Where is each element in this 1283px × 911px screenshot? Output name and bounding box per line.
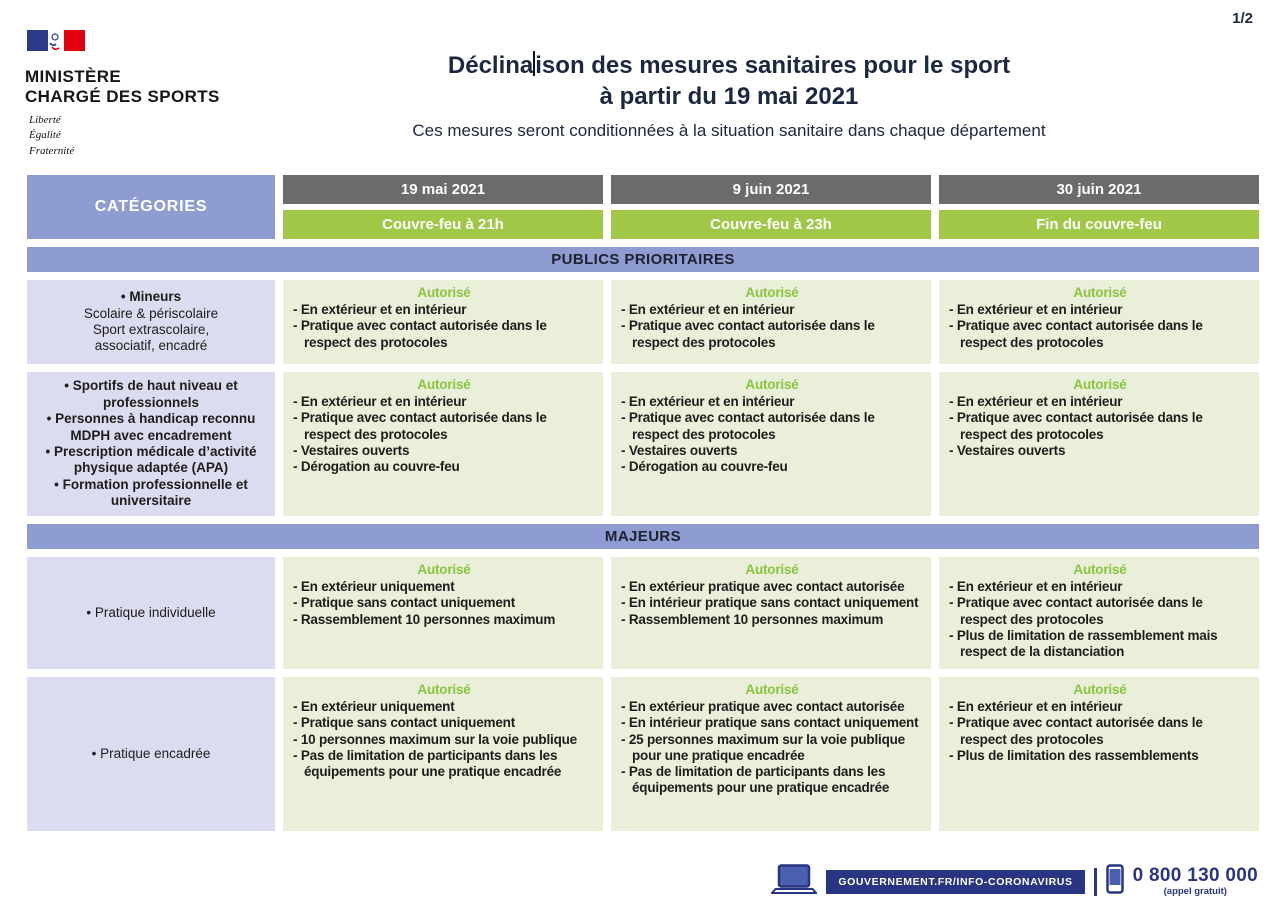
status-label: Autorisé [745,682,799,697]
measure-item: - En extérieur uniquement [293,579,455,595]
ministry-name-line1: MINISTÈRE [25,67,122,86]
measure-item: - En extérieur et en intérieur [949,579,1123,595]
measure-item: - Pratique avec contact autorisée dans le respect des protocoles [293,318,547,350]
measure-item: - Dérogation au couvre-feu [621,458,788,474]
status-label: Autorisé [417,377,471,392]
page-title[interactable] [185,50,1273,112]
title-line2: à partir du 19 mai 2021 [599,83,859,111]
measure-item: - En extérieur et en intérieur [949,302,1123,318]
measure-cell [611,677,931,831]
measure-item: - Vestaires ouverts [621,442,738,458]
measure-item: - En extérieur pratique avec contact autorisée [621,579,905,595]
status-label: Autorisé [1073,682,1127,697]
category-line: • Prescription médicale d’activité physique adaptée (APA) [45,444,257,476]
categories-header [27,175,275,239]
measure-cell [283,557,603,669]
measure-item: - Pratique sans contact uniquement [293,715,515,731]
page-number: 1/2 [1232,10,1253,27]
measure-item: - Plus de limitation de rassemblement mais respect de la distanciation [949,627,1218,659]
measure-cell [939,677,1259,831]
title-text-before-cursor: Déclina [447,52,534,79]
measure-cell [611,372,931,516]
status-label: Autorisé [745,562,799,577]
measure-item: - Pratique avec contact autorisée dans le respect des protocoles [621,410,875,442]
measure-item: - En extérieur et en intérieur [293,302,467,318]
measure-item: - En extérieur et en intérieur [621,302,795,318]
footer [771,863,1258,900]
measure-item: - Vestaires ouverts [293,442,410,458]
category-line: • Mineurs [120,289,182,305]
curfew-header: Fin du couvre-feu [939,210,1259,239]
measure-item: - Rassemblement 10 personnes maximum [293,611,556,627]
measure-cell [283,372,603,516]
measure-item: - En extérieur uniquement [293,699,455,715]
category-line: Scolaire & périscolaire [83,305,219,321]
motto-egalite: Égalité [29,129,61,142]
measure-item: - En extérieur et en intérieur [949,699,1123,715]
column-header-30-juin [939,175,1259,239]
curfew-header: Couvre-feu à 21h [283,210,603,239]
status-label: Autorisé [417,682,471,697]
measure-item: - Pratique avec contact autorisée dans le respect des protocoles [949,318,1203,350]
status-label: Autorisé [745,377,799,392]
measure-item: - En extérieur et en intérieur [293,394,467,410]
measure-cell [611,280,931,364]
motto-fraternite: Fraternité [29,144,75,157]
measure-item: - Pratique sans contact uniquement [293,595,515,611]
section-band-publics-prioritaires: PUBLICS PRIORITAIRES [27,247,1259,272]
measure-item: - 25 personnes maximum sur la voie publique pour une pratique encadrée [621,731,905,763]
measure-item: - En extérieur pratique avec contact autorisée [621,699,905,715]
info-url-badge[interactable]: GOUVERNEMENT.FR/INFO-CORONAVIRUS [826,870,1084,894]
measure-item: - Plus de limitation des rassemblements [949,747,1199,763]
date-header: 30 juin 2021 [939,175,1259,204]
category-cell-pratique-individuelle [27,557,275,669]
measures-table [27,175,1259,831]
category-cell-pratique-encadree [27,677,275,831]
measure-item: - Pas de limitation de participants dans les équipements pour une pratique encadrée [293,747,562,779]
category-line: • Formation professionnelle et universitaire [54,476,248,509]
smartphone-icon [1106,864,1124,899]
measure-item: - Vestaires ouverts [949,442,1066,458]
ministry-name-line2: CHARGÉ DES SPORTS [25,86,220,106]
status-label: Autorisé [417,285,471,300]
hotline-note: (appel gratuit) [1163,886,1227,898]
hotline-number: 0 800 130 000 [1132,865,1258,887]
category-line: • Personnes à handicap reconnu MDPH avec encadrement [46,411,256,443]
curfew-header: Couvre-feu à 23h [611,210,931,239]
date-header: 9 juin 2021 [611,175,931,204]
measure-item: - En extérieur et en intérieur [621,394,795,410]
measure-cell [283,677,603,831]
category-line: • Sportifs de haut niveau et professionnels [64,378,238,410]
measure-item: - Pratique avec contact autorisée dans le respect des protocoles [293,410,547,442]
category-cell-sportifs-haut-niveau [27,372,275,516]
laptop-icon [771,863,817,900]
status-label: Autorisé [417,562,471,577]
category-line: Sport extrascolaire, [92,322,210,337]
measure-cell [611,557,931,669]
measure-item: - 10 personnes maximum sur la voie publique [293,731,577,747]
category-line: associatif, encadré [94,338,208,354]
measure-item: - Dérogation au couvre-feu [293,458,460,474]
measure-item: - Pratique avec contact autorisée dans le respect des protocoles [949,715,1203,747]
motto-liberte: Liberté [29,114,61,127]
category-line: • Pratique individuelle [86,604,216,620]
measure-item: - En extérieur et en intérieur [949,394,1123,410]
measure-cell [283,280,603,364]
page-subtitle: Ces mesures seront conditionnées à la situation sanitaire dans chaque département [412,121,1046,141]
measure-cell [939,280,1259,364]
hotline [1133,866,1258,897]
measure-cell [939,372,1259,516]
measure-item: - Pratique avec contact autorisée dans le respect des protocoles [621,318,875,350]
date-header: 19 mai 2021 [283,175,603,204]
measure-item: - Pratique avec contact autorisée dans le respect des protocoles [949,595,1203,627]
measure-item: - En intérieur pratique sans contact uniquement [621,715,919,731]
measure-item: - Rassemblement 10 personnes maximum [621,611,884,627]
category-line: • Pratique encadrée [91,745,211,761]
section-band-majeurs: MAJEURS [27,524,1259,549]
column-header-19-mai [283,175,603,239]
measure-item: - Pratique avec contact autorisée dans le respect des protocoles [949,410,1203,442]
measure-item: - Pas de limitation de participants dans les équipements pour une pratique encadrée [621,763,890,796]
status-label: Autorisé [745,285,799,300]
category-cell-mineurs [27,280,275,364]
footer-divider [1094,868,1097,896]
status-label: Autorisé [1073,562,1127,577]
measure-item: - En intérieur pratique sans contact uniquement [621,595,919,611]
status-label: Autorisé [1073,377,1127,392]
categories-header-label: CATÉGORIES [94,198,208,215]
column-header-9-juin [611,175,931,239]
status-label: Autorisé [1073,285,1127,300]
title-text-after-cursor: ison des mesures sanitaires pour le sport [535,52,1011,79]
measure-cell [939,557,1259,669]
